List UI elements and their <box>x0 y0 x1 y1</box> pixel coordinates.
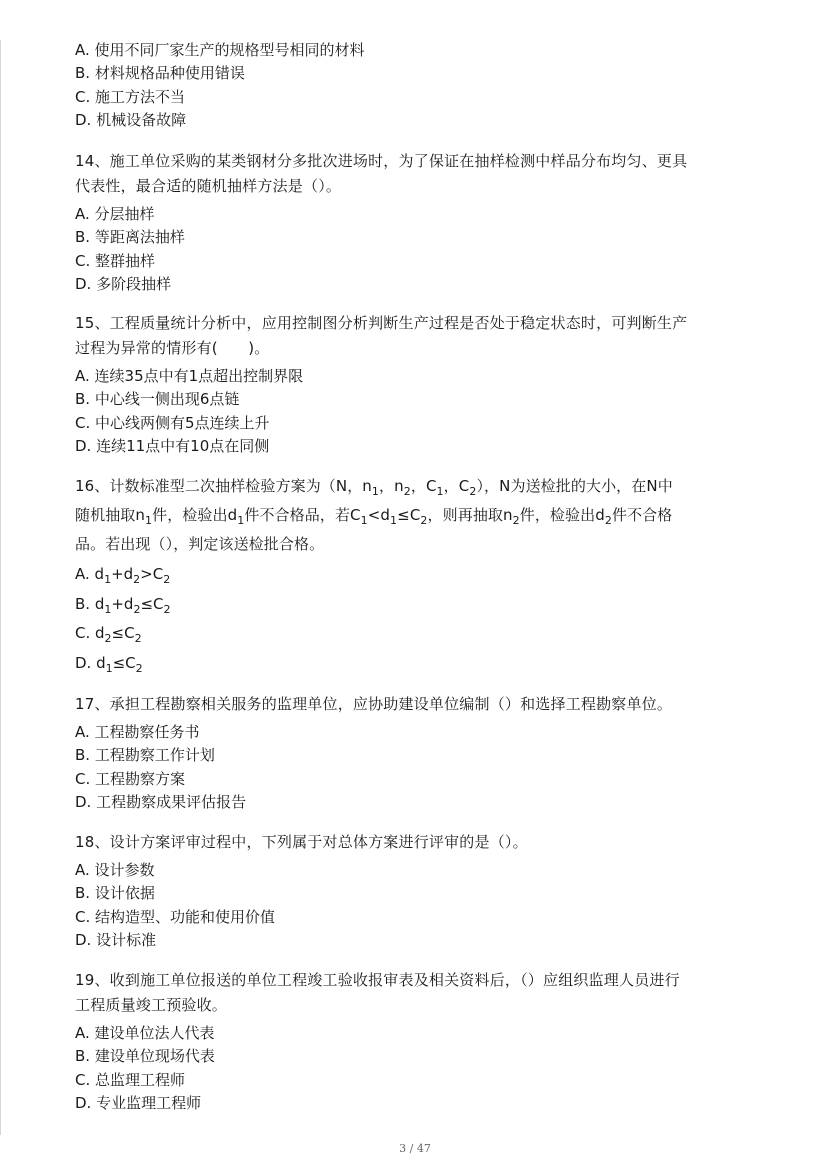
option-d: D. 设计标准 <box>75 931 157 950</box>
option-b: B. 中心线一侧出现6点链 <box>75 390 240 409</box>
option-a: A. 建设单位法人代表 <box>75 1024 215 1042</box>
question-16 <box>75 472 755 678</box>
question-14 <box>75 149 755 297</box>
option-d: D. $d_1\le C_2$ <box>75 653 143 675</box>
option-a: A. $d_1+d_2>C_2$ <box>75 565 171 586</box>
option-d: D. 专业监理工程师 <box>75 1094 202 1113</box>
page-number: 3 / 47 <box>399 1142 431 1155</box>
option-a: A. 设计参数 <box>75 861 155 879</box>
question-stem <box>75 830 755 855</box>
stem-line: 随机抽取$n_1$件，检验出$d_1$件不合格品，若$C_1<d_1\le C_2$，则再抽取$n_2$件，检验出$d_2$件不合格 <box>75 506 673 527</box>
option-b: B. $d_1+d_2\le C_2$ <box>75 594 171 616</box>
option-b: B. 设计依据 <box>75 884 155 903</box>
option-c: C. 工程勘察方案 <box>75 769 186 788</box>
option-c: C. 总监理工程师 <box>75 1070 186 1089</box>
option-c: C. 结构造型、功能和使用价值 <box>75 907 276 926</box>
stem-line: 17、承担工程勘察相关服务的监理单位，应协助建设单位编制（）和选择工程勘察单位。 <box>75 695 673 713</box>
option-b: B. 材料规格品种使用错误 <box>75 64 245 83</box>
question-stem <box>75 149 755 199</box>
option-d: D. 多阶段抽样 <box>75 275 172 294</box>
option-c: C. 中心线两侧有5点连续上升 <box>75 413 270 432</box>
stem-line: 工程质量竣工预验收。 <box>75 996 228 1014</box>
option-b: B. 建设单位现场代表 <box>75 1047 215 1066</box>
stem-line: 18、设计方案评审过程中，下列属于对总体方案进行评审的是（）。 <box>75 833 528 851</box>
option-d: D. 工程勘察成果评估报告 <box>75 793 247 812</box>
stem-line: 品。若出现（），判定该送检批合格。 <box>75 535 325 553</box>
option-b: B. 工程勘察工作计划 <box>75 746 215 765</box>
stem-line: 16、计数标准型二次抽样检验方案为（N，$n_1$，$n_2$，$C_1$，$C_2$），N为送检批的大小，在N中 <box>75 477 673 498</box>
option-a: A. 使用不同厂家生产的规格型号相同的材料 <box>75 41 365 59</box>
option-a: A. 连续35点中有1点超出控制界限 <box>75 367 304 385</box>
question-17 <box>75 692 755 815</box>
option-c: C. $d_2\le C_2$ <box>75 624 142 645</box>
stem-line: 过程为异常的情形有( )。 <box>75 339 270 357</box>
option-c: C. 整群抽样 <box>75 251 156 270</box>
question-13-options <box>75 39 755 133</box>
question-18 <box>75 830 755 953</box>
question-15 <box>75 311 755 459</box>
stem-line: 19、收到施工单位报送的单位工程竣工验收报审表及相关资料后，（）应组织监理人员进行 <box>75 971 680 989</box>
option-a: A. 分层抽样 <box>75 205 155 223</box>
question-stem <box>75 692 755 717</box>
stem-line: 15、工程质量统计分析中，应用控制图分析判断生产过程是否处于稳定状态时，可判断生产 <box>75 314 688 332</box>
question-stem <box>75 472 755 559</box>
option-a: A. 工程勘察任务书 <box>75 723 200 741</box>
question-stem <box>75 968 755 1018</box>
question-stem <box>75 311 755 361</box>
option-b: B. 等距离法抽样 <box>75 228 185 247</box>
question-19 <box>75 968 755 1116</box>
stem-line: 14、施工单位采购的某类钢材分多批次进场时，为了保证在抽样检测中样品分布均匀、更具 <box>75 152 688 170</box>
option-c: C. 施工方法不当 <box>75 87 186 106</box>
stem-line: 代表性，最合适的随机抽样方法是（）。 <box>75 177 342 195</box>
option-d: D. 连续11点中有10点在同侧 <box>75 437 270 456</box>
page-left-edge <box>0 40 1 1135</box>
option-d: D. 机械设备故障 <box>75 111 187 130</box>
